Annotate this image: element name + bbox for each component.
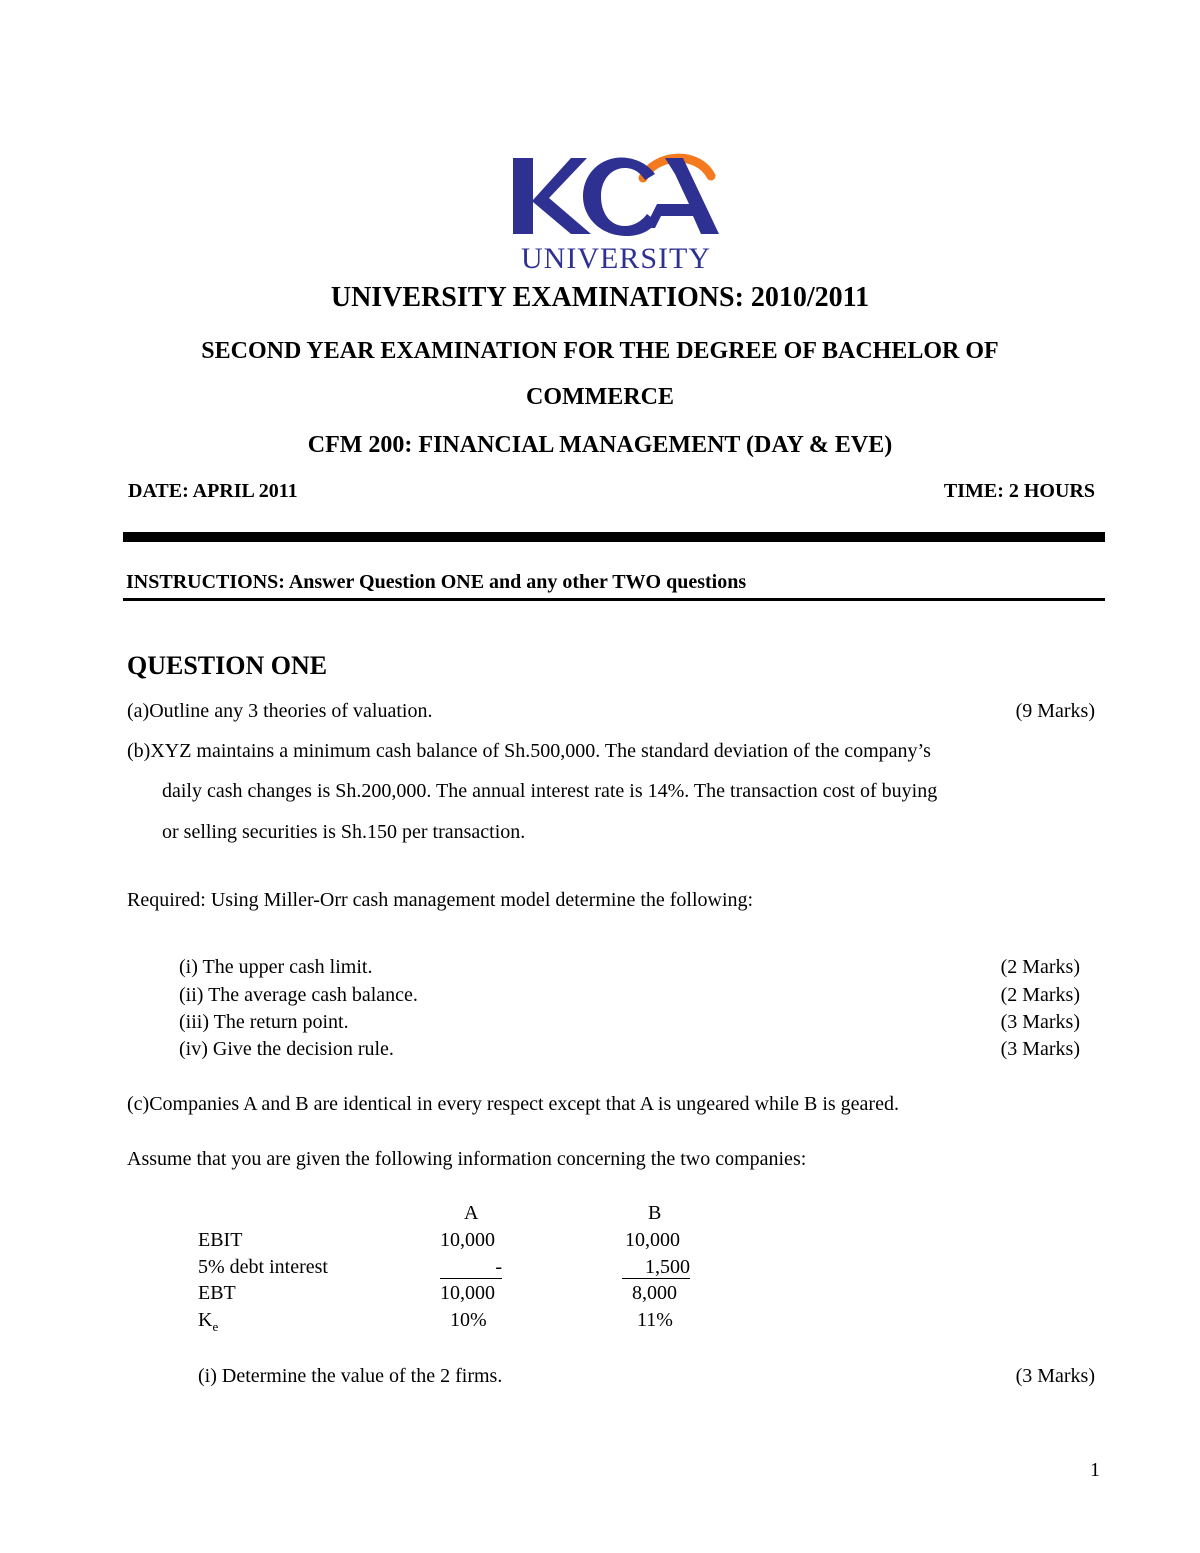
table-row-label	[198, 1309, 218, 1335]
part-a-text: (a)Outline any 3 theories of valuation.	[127, 700, 433, 722]
instructions-divider	[123, 598, 1105, 601]
table-row-label: 5% debt interest	[198, 1256, 328, 1278]
part-c-item-i-marks: (3 Marks)	[1015, 1365, 1095, 1387]
part-b-line-1: (b)XYZ maintains a minimum cash balance of Sh.500,000. The standard deviation of the company’s	[127, 740, 931, 762]
header-divider	[123, 532, 1105, 542]
list-item: (ii) The average cash balance.	[179, 984, 418, 1006]
table-cell: 8,000	[632, 1282, 677, 1304]
table-cell: 11%	[637, 1309, 673, 1331]
kca-university-logo	[505, 148, 727, 272]
course-title: CFM 200: FINANCIAL MANAGEMENT (DAY & EVE)	[307, 432, 893, 458]
table-cell	[622, 1256, 690, 1279]
degree-line-2: COMMERCE	[526, 384, 674, 410]
list-item: (i) The upper cash limit.	[179, 956, 373, 978]
table-row-label: EBT	[198, 1282, 236, 1304]
degree-line-1: SECOND YEAR EXAMINATION FOR THE DEGREE OF BACHELOR OF	[201, 338, 999, 364]
part-c-line-2: Assume that you are given the following information concerning the two companies:	[127, 1148, 807, 1170]
part-b-line-3: or selling securities is Sh.150 per transaction.	[162, 821, 526, 843]
part-b-required: Required: Using Miller-Orr cash management model determine the following:	[127, 889, 754, 911]
table-cell: 10,000	[440, 1229, 495, 1251]
instructions: INSTRUCTIONS: Answer Question ONE and any other TWO questions	[126, 571, 747, 593]
table-header-b: B	[648, 1202, 662, 1224]
table-cell: 10%	[450, 1309, 487, 1331]
ke-subscript: e	[212, 1319, 219, 1334]
list-item-marks: (3 Marks)	[1000, 1038, 1080, 1060]
table-cell-value: 1,500	[622, 1256, 690, 1279]
part-b-line-2: daily cash changes is Sh.200,000. The annual interest rate is 14%. The transaction cost of buying	[162, 780, 938, 802]
ke-symbol: K	[198, 1309, 213, 1331]
table-row-label: EBIT	[198, 1229, 243, 1251]
table-header-a: A	[464, 1202, 479, 1224]
table-cell	[440, 1256, 502, 1279]
question-one-heading: QUESTION ONE	[127, 651, 328, 680]
table-cell: 10,000	[625, 1229, 680, 1251]
part-a-marks: (9 Marks)	[1015, 700, 1095, 722]
list-item-marks: (2 Marks)	[1000, 956, 1080, 978]
table-cell-value: -	[440, 1256, 502, 1279]
list-item-marks: (2 Marks)	[1000, 984, 1080, 1006]
part-c-line-1: (c)Companies A and B are identical in every respect except that A is ungeared while B is geared.	[127, 1093, 899, 1115]
list-item: (iii) The return point.	[179, 1011, 349, 1033]
exam-title: UNIVERSITY EXAMINATIONS: 2010/2011	[330, 282, 870, 313]
exam-date: DATE: APRIL 2011	[128, 480, 298, 502]
table-cell: 10,000	[440, 1282, 495, 1304]
page-number: 1	[1090, 1459, 1100, 1481]
svg-text:UNIVERSITY: UNIVERSITY	[521, 242, 711, 272]
part-c-item-i: (i) Determine the value of the 2 firms.	[198, 1365, 503, 1387]
list-item-marks: (3 Marks)	[1000, 1011, 1080, 1033]
exam-time: TIME: 2 HOURS	[943, 480, 1095, 502]
list-item: (iv) Give the decision rule.	[179, 1038, 394, 1060]
